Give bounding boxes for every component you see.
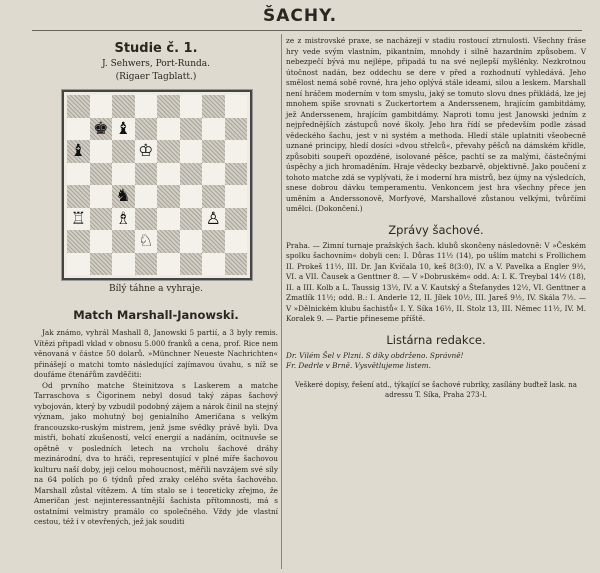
study-source: (Rigaer Tagblatt.) — [115, 72, 197, 82]
header-rule — [32, 30, 582, 31]
board-square — [157, 253, 180, 276]
board-square — [180, 163, 203, 186]
board-square — [180, 208, 203, 231]
letters-title: Listárna redakce. — [386, 332, 486, 347]
board-square — [225, 163, 248, 186]
board-square — [67, 118, 90, 141]
board-square — [202, 230, 225, 253]
right-column — [286, 36, 586, 400]
board-square — [157, 230, 180, 253]
board-square — [112, 163, 135, 186]
board-square — [67, 185, 90, 208]
letters-text-2: Fr. Dedrle v Brně. Vysvětlujeme listem. — [286, 361, 431, 370]
board-square — [157, 140, 180, 163]
board-square — [135, 185, 158, 208]
board-square — [157, 118, 180, 141]
study-title: Studie č. 1. — [114, 41, 198, 56]
board-square — [90, 230, 113, 253]
chess-piece: ♝ — [115, 118, 131, 139]
chess-piece: ♘ — [138, 231, 154, 251]
board-square — [180, 230, 203, 253]
board-square — [67, 163, 90, 186]
board-square — [157, 163, 180, 186]
board-square — [112, 140, 135, 163]
board-square — [112, 253, 135, 276]
board-square — [180, 95, 203, 118]
board-square — [202, 253, 225, 276]
board-square — [202, 185, 225, 208]
board-square — [202, 118, 225, 141]
match-paragraph: Jak známo, vyhrál Mashall 8, Janowski 5 partií, a 3 byly remis. Vítězi připadl vklad v obnosu 5.000 franků a cena, prof. Rice nem věnovaná v částce 50 dolarů. »Münchner Neueste Nachrichten« přinášejí o matchi tomto následující zajímavou úvahu, s níž se doufáme čtenářům zavděčiti: — [34, 328, 278, 379]
board-square — [90, 95, 113, 118]
board-square — [225, 118, 248, 141]
chess-piece: ♝ — [70, 141, 86, 161]
board-square — [180, 185, 203, 208]
column-divider — [281, 34, 282, 569]
board-square — [180, 253, 203, 276]
board-square — [225, 253, 248, 276]
board-square — [90, 208, 113, 231]
board-square — [157, 185, 180, 208]
match-article — [34, 328, 278, 528]
board-square — [225, 140, 248, 163]
chess-board — [67, 95, 247, 275]
chess-piece: ♚ — [93, 118, 109, 139]
board-square — [225, 95, 248, 118]
article-continuation: ze z mistrovské praxe, se nacházejí v stadiu rostoucí ztrnulosti. Všechny fráse hry vede svým vlastním, pikantním, mnohdy i silně hazardním způsobem. V nebezpečí bývá mu nejlépe, připadá tu na své nejlepší myšlénky. Nezkrotnou útočnost nadán, bez oddechu se dere v před a rozhodnutí vyhledává. Jeho smělost nemá sobě rovné, hra jeho oplývá stále ideami, silou a leskem. Marshall není hráčem moderním v tom smyslu, jaký se tomuto slovu dnes přikládá, lze jej mnohem spíše srovnati s Zuckertortem a Anderssenem, hrajícím gambitdámy, jež Anderssenem, hrajícím gambitdámy. Naproti tomu jest Janowski jedním z nejpřednějších zástupců nové školy. Jeho hra řídí se především podle zásad vědeckého šachu, jest v ni systém a methoda. Hledí stále uplatniti všeobecně uznané principy, hledí dosíci »dvou střelců«, převahy pěšců na dámském křídle, způsobiti soupeři opozdéné, isolované pěšce, pachtí se za malými, částečnými úspěchy a jich hromaděním. Hraje vědecky bezbarvě, objektivně. Jako poučení z tohoto matche zdá se vyplývati, že i moderní hra mistrů, bez újmy na výsledcích, snese dobrou dávku temperamentu. Venkoncem jest hra všechny přece jen uměním a Anderssonově, Morfyové, Marshallové zůstanou velkými, tvůrčími umělci. (Dokončení.) — [286, 36, 586, 213]
page-header: ŠACHY. — [262, 6, 338, 26]
board-square — [202, 95, 225, 118]
board-square — [225, 185, 248, 208]
chess-piece: ♙ — [205, 208, 221, 229]
chess-piece: ♖ — [70, 208, 86, 229]
board-square — [67, 95, 90, 118]
board-square — [202, 163, 225, 186]
match-paragraph: Od prvního matche Steinitzova s Laskerem a matche Tarraschova s Čigorinem nebyl dosud taký zápas šachový vybojován, který by vzbudil podobný zájem a nárok činil na stejný význam, jako mohutný boj genialního Američana s velkým francouzsko-ruským mistrem, jenž jsme svědky právě byli. Dva mistři, bohatí zkušeností, velcí energií a nadáním, ocitnuvše se opětně v posledních letech na vrcholu šachové dráhy mezinárodní, dva to hráči, representující v plné míře šachovou kulturu naší doby, jeji celou mohoucnost, měřili navzájem své síly na 64 polích po 6 týdnů před zraky celého světa šachového. Marshall zůstal vítězem. A tím stalo se i teoreticky zřejmo, že Američan jest nejinteressantnější šachista přítomnosti, má s ostatními velmistry pramálo co společného. Vždy jde vlastní cestou, též i v otevřených, jež jak souditi — [34, 380, 278, 526]
board-square — [67, 230, 90, 253]
board-square — [90, 185, 113, 208]
study-author: J. Sehwers, Port-Runda. — [101, 59, 211, 69]
chess-piece: ♗ — [115, 208, 131, 229]
board-square — [112, 95, 135, 118]
match-title: Match Marshall-Janowski. — [73, 308, 239, 322]
board-square — [157, 208, 180, 231]
news-title: Zprávy šachové. — [388, 222, 484, 237]
board-square — [225, 208, 248, 231]
board-square — [90, 253, 113, 276]
chess-diagram — [62, 90, 252, 280]
board-square — [135, 95, 158, 118]
board-square — [135, 208, 158, 231]
board-square — [90, 163, 113, 186]
left-column — [34, 36, 278, 528]
board-square — [180, 118, 203, 141]
board-square — [67, 253, 90, 276]
chess-piece: ♔ — [138, 141, 154, 161]
footnote: Veškeré dopisy, řešení atd., týkající se šachové rubriky, zasílány buďtež lask. na adressu T. Síka, Praha 273-I. — [295, 380, 577, 399]
chess-piece: ♞ — [115, 186, 131, 206]
news-text: Praha. — Zimní turnaje pražských šach. klubů skončeny následovně: V »Českém spolku šachovním« dobyli cen: I. Důras 11½ (14), po ušlím matchi s Frollichem II. Prokeš 11½, III. Dr. Jan Kvíčala 10, keš 8(3:0), IV. a V. Pavelka a Engler 9½, VI. a VII. Čausek a Genttner 8. — V »Dobruském« odd. A: I. K. Treybal 14½ (18), II. a III. Kolb a L. Taussig 13½, IV. a V. Kautský a Štefanydes 12½, VI. Genttner a Zmatlík 11½; odd. B.: I. Anderle 12, II. Jílek 10½, III. Jareš 9½, IV. Skála 7½. — V »Dělnickém klubu šachistů« I. Y. Síka 16½, II. Stolz 13, III. Němec 11½, IV. M. Koralek 9. — Partie přineseme příště. — [286, 240, 586, 323]
board-square — [112, 230, 135, 253]
board-square — [202, 140, 225, 163]
study-caption: Bílý táhne a vyhraje. — [109, 284, 203, 294]
board-square — [135, 118, 158, 141]
board-square — [225, 230, 248, 253]
letters-text-1: Dr. Vilém Šel v Plzni. S díky obdrženo. Správně! — [286, 350, 464, 360]
board-square — [135, 253, 158, 276]
board-square — [157, 95, 180, 118]
board-square — [135, 163, 158, 186]
board-square — [90, 140, 113, 163]
board-square — [180, 140, 203, 163]
